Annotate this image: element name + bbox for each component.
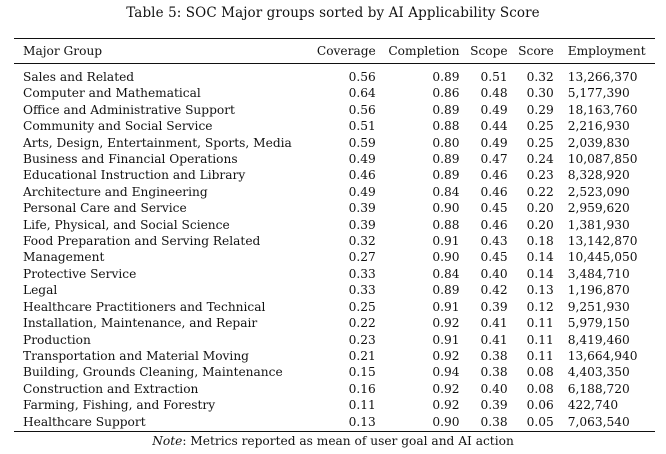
table-row [14,282,655,298]
cell-completion: 0.94 [432,365,460,380]
cell-major-group: Food Preparation and Serving Related [23,234,261,249]
cell-coverage: 0.56 [348,102,376,117]
cell-coverage: 0.15 [348,365,376,380]
cell-employment: 13,142,870 [567,234,638,249]
cell-employment: 1,196,870 [567,283,630,298]
table-row [14,135,655,151]
cell-employment: 3,484,710 [567,266,630,281]
cell-score: 0.23 [526,168,554,183]
cell-score: 0.08 [526,365,554,380]
cell-completion: 0.84 [432,266,460,281]
cell-score: 0.08 [526,381,554,396]
cell-score: 0.11 [526,348,554,363]
cell-scope: 0.45 [480,250,508,265]
cell-major-group: Building, Grounds Cleaning, Maintenance [23,365,283,380]
cell-coverage: 0.11 [348,398,376,413]
cell-major-group: Sales and Related [23,70,135,84]
cell-score: 0.12 [526,299,554,314]
cell-employment: 18,163,760 [567,102,638,117]
cell-score: 0.13 [526,283,554,298]
cell-major-group: Educational Instruction and Library [23,168,246,183]
table-row [14,167,655,183]
table-row [14,64,655,86]
cell-completion: 0.92 [432,316,460,331]
cell-employment: 2,039,830 [567,135,630,150]
cell-scope: 0.43 [480,234,508,249]
cell-completion: 0.92 [432,348,460,363]
cell-major-group: Healthcare Support [23,414,146,429]
table-row [14,85,655,101]
cell-employment: 5,979,150 [567,316,630,331]
cell-score: 0.05 [526,414,554,429]
cell-scope: 0.40 [480,266,508,281]
header-coverage: Coverage [316,44,376,58]
cell-scope: 0.38 [480,365,508,380]
cell-scope: 0.41 [480,316,508,331]
cell-coverage: 0.13 [348,414,376,429]
cell-scope: 0.42 [480,283,508,298]
cell-score: 0.22 [526,184,554,199]
cell-major-group: Healthcare Practitioners and Technical [23,299,266,314]
cell-employment: 7,063,540 [567,414,630,429]
header-score: Score [518,44,554,58]
table-row [14,266,655,282]
header-row [14,39,655,64]
cell-completion: 0.89 [432,283,460,298]
cell-employment: 2,523,090 [567,184,630,199]
cell-major-group: Arts, Design, Entertainment, Sports, Media [23,135,292,150]
cell-scope: 0.41 [480,332,508,347]
note-text: : Metrics reported as mean of user goal and AI action [182,434,514,448]
cell-major-group: Architecture and Engineering [23,184,208,199]
cell-scope: 0.49 [480,135,508,150]
cell-major-group: Protective Service [23,266,137,281]
cell-coverage: 0.25 [348,299,376,314]
cell-scope: 0.47 [480,152,508,167]
cell-coverage: 0.33 [348,283,376,298]
cell-score: 0.14 [526,250,554,265]
cell-score: 0.30 [526,86,554,101]
cell-coverage: 0.16 [348,381,376,396]
cell-completion: 0.91 [432,234,460,249]
cell-completion: 0.92 [432,381,460,396]
table-row [14,364,655,380]
table-header [14,39,655,64]
table-row [14,102,655,118]
cell-score: 0.11 [526,316,554,331]
cell-major-group: Computer and Mathematical [23,86,201,101]
cell-score: 0.18 [526,234,554,249]
table-row [14,315,655,331]
cell-coverage: 0.21 [348,348,376,363]
cell-completion: 0.90 [432,414,460,429]
cell-scope: 0.49 [480,102,508,117]
cell-scope: 0.51 [480,70,508,84]
cell-employment: 422,740 [567,398,619,413]
cell-score: 0.06 [526,398,554,413]
cell-scope: 0.38 [480,414,508,429]
cell-coverage: 0.59 [348,135,376,150]
cell-employment: 2,216,930 [567,119,630,134]
cell-coverage: 0.27 [348,250,376,265]
header-employment: Employment [567,44,646,58]
cell-coverage: 0.64 [348,86,376,101]
header-major-group: Major Group [23,44,103,58]
cell-employment: 8,419,460 [567,332,630,347]
cell-completion: 0.80 [432,135,460,150]
cell-score: 0.20 [526,201,554,216]
cell-major-group: Farming, Fishing, and Forestry [23,398,216,413]
cell-completion: 0.90 [432,250,460,265]
cell-employment: 10,445,050 [567,250,638,265]
cell-scope: 0.48 [480,86,508,101]
cell-score: 0.25 [526,119,554,134]
table-row [14,397,655,413]
cell-major-group: Construction and Extraction [23,381,199,396]
table-row [14,217,655,233]
cell-coverage: 0.33 [348,266,376,281]
cell-coverage: 0.49 [348,184,376,199]
cell-completion: 0.88 [432,119,460,134]
cell-coverage: 0.46 [348,168,376,183]
cell-completion: 0.89 [432,70,460,84]
cell-employment: 13,664,940 [567,348,638,363]
cell-completion: 0.90 [432,201,460,216]
cell-score: 0.29 [526,102,554,117]
cell-completion: 0.89 [432,168,460,183]
cell-score: 0.32 [526,70,554,84]
cell-score: 0.24 [526,152,554,167]
cell-employment: 13,266,370 [567,70,638,84]
cell-major-group: Business and Financial Operations [23,152,238,167]
cell-major-group: Community and Social Service [23,119,213,134]
header-completion: Completion [388,44,460,58]
cell-completion: 0.92 [432,398,460,413]
cell-completion: 0.91 [432,332,460,347]
table-row [14,332,655,348]
table-body [14,64,655,432]
table-row [14,381,655,397]
cell-scope: 0.46 [480,168,508,183]
table-note [0,434,666,448]
cell-completion: 0.91 [432,299,460,314]
table-row [14,299,655,315]
table-row [14,184,655,200]
table-row [14,200,655,216]
cell-major-group: Legal [23,283,58,298]
note-label: Note [152,434,183,448]
cell-completion: 0.89 [432,152,460,167]
cell-score: 0.25 [526,135,554,150]
cell-employment: 9,251,930 [567,299,630,314]
table-row [14,249,655,265]
cell-coverage: 0.32 [348,234,376,249]
cell-scope: 0.46 [480,184,508,199]
cell-coverage: 0.56 [348,70,376,84]
cell-coverage: 0.39 [348,201,376,216]
table-row [14,118,655,134]
cell-coverage: 0.22 [348,316,376,331]
cell-coverage: 0.49 [348,152,376,167]
cell-major-group: Installation, Maintenance, and Repair [23,316,258,331]
cell-employment: 8,328,920 [567,168,630,183]
cell-major-group: Personal Care and Service [23,201,187,216]
cell-score: 0.11 [526,332,554,347]
cell-coverage: 0.39 [348,217,376,232]
table-row [14,151,655,167]
cell-employment: 1,381,930 [567,217,630,232]
cell-employment: 10,087,850 [567,152,638,167]
cell-completion: 0.88 [432,217,460,232]
cell-major-group: Production [23,332,91,347]
cell-scope: 0.45 [480,201,508,216]
table-row [14,348,655,364]
cell-employment: 5,177,390 [567,86,630,101]
cell-scope: 0.44 [480,119,508,134]
cell-coverage: 0.51 [348,119,376,134]
cell-scope: 0.40 [480,381,508,396]
header-scope: Scope [470,44,508,58]
cell-major-group: Life, Physical, and Social Science [23,217,230,232]
cell-scope: 0.39 [480,299,508,314]
cell-completion: 0.84 [432,184,460,199]
cell-employment: 2,959,620 [567,201,630,216]
table-row [14,233,655,249]
cell-scope: 0.38 [480,348,508,363]
table-caption: Table 5: SOC Major groups sorted by AI Applicability Score [126,5,540,21]
cell-scope: 0.39 [480,398,508,413]
cell-major-group: Management [23,250,105,265]
table-row [14,414,655,432]
soc-major-groups-table [14,38,655,432]
cell-scope: 0.46 [480,217,508,232]
cell-completion: 0.89 [432,102,460,117]
cell-completion: 0.86 [432,86,460,101]
cell-major-group: Office and Administrative Support [23,102,235,117]
cell-score: 0.20 [526,217,554,232]
cell-coverage: 0.23 [348,332,376,347]
cell-score: 0.14 [526,266,554,281]
cell-employment: 6,188,720 [567,381,630,396]
cell-employment: 4,403,350 [567,365,630,380]
cell-major-group: Transportation and Material Moving [23,348,249,363]
